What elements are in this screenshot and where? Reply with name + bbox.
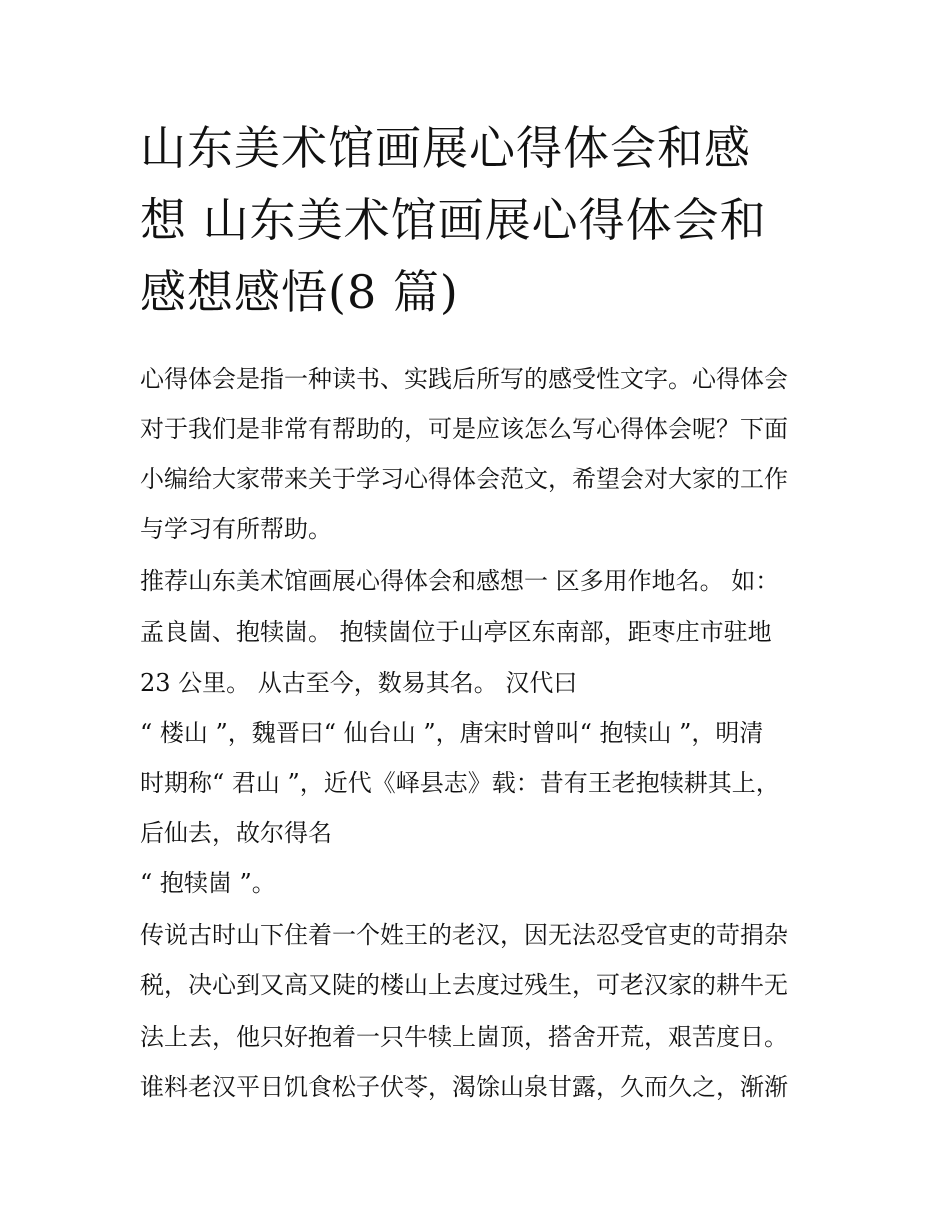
body-line: “ 楼山 ”，魏晋曰“ 仙台山 ”，唐宋时曾叫“ 抱犊山 ”，明清 bbox=[140, 719, 764, 747]
title-line-1: 山东美术馆画展心得体会和感 bbox=[140, 121, 751, 175]
body-line: 法上去，他只好抱着一只牛犊上崮顶，搭舍开荒，艰苦度日。 bbox=[140, 1023, 788, 1051]
body-line: 传说古时山下住着一个姓王的老汉，因无法忍受官吏的苛捐杂 bbox=[140, 921, 788, 949]
body-line: 心得体会是指一种读书、实践后所写的感受性文字。心得体会 bbox=[140, 365, 788, 393]
body-line: 谁料老汉平日饥食松子伏苓，渴馀山泉甘露，久而久之，渐渐 bbox=[140, 1073, 788, 1101]
body-line: 对于我们是非常有帮助的，可是应该怎么写心得体会呢？下面 bbox=[140, 415, 788, 443]
title-line-3: 感想感悟(8 篇) bbox=[140, 265, 459, 319]
body-line: 时期称“ 君山 ”，近代《峄县志》载：昔有王老抱犊耕其上， bbox=[140, 769, 780, 797]
body-line: 后仙去，故尔得名 bbox=[140, 819, 332, 847]
document-title bbox=[140, 112, 820, 328]
body-line: 23 公里。 从古至今，数易其名。 汉代曰 bbox=[140, 669, 578, 697]
body-line: 与学习有所帮助。 bbox=[140, 515, 332, 543]
body-line: 孟良崮、抱犊崮。 抱犊崮位于山亭区东南部，距枣庄市驻地 bbox=[140, 618, 772, 646]
title-line-2: 想 山东美术馆画展心得体会和 bbox=[140, 193, 767, 247]
body-line: 推荐山东美术馆画展心得体会和感想一 区多用作地名。 如： bbox=[140, 567, 780, 595]
body-line: 小编给大家带来关于学习心得体会范文，希望会对大家的工作 bbox=[140, 465, 788, 493]
body-line: 税，决心到又高又陡的楼山上去度过残生，可老汉家的耕牛无 bbox=[140, 971, 788, 999]
body-line: “ 抱犊崮 ”。 bbox=[140, 869, 276, 897]
